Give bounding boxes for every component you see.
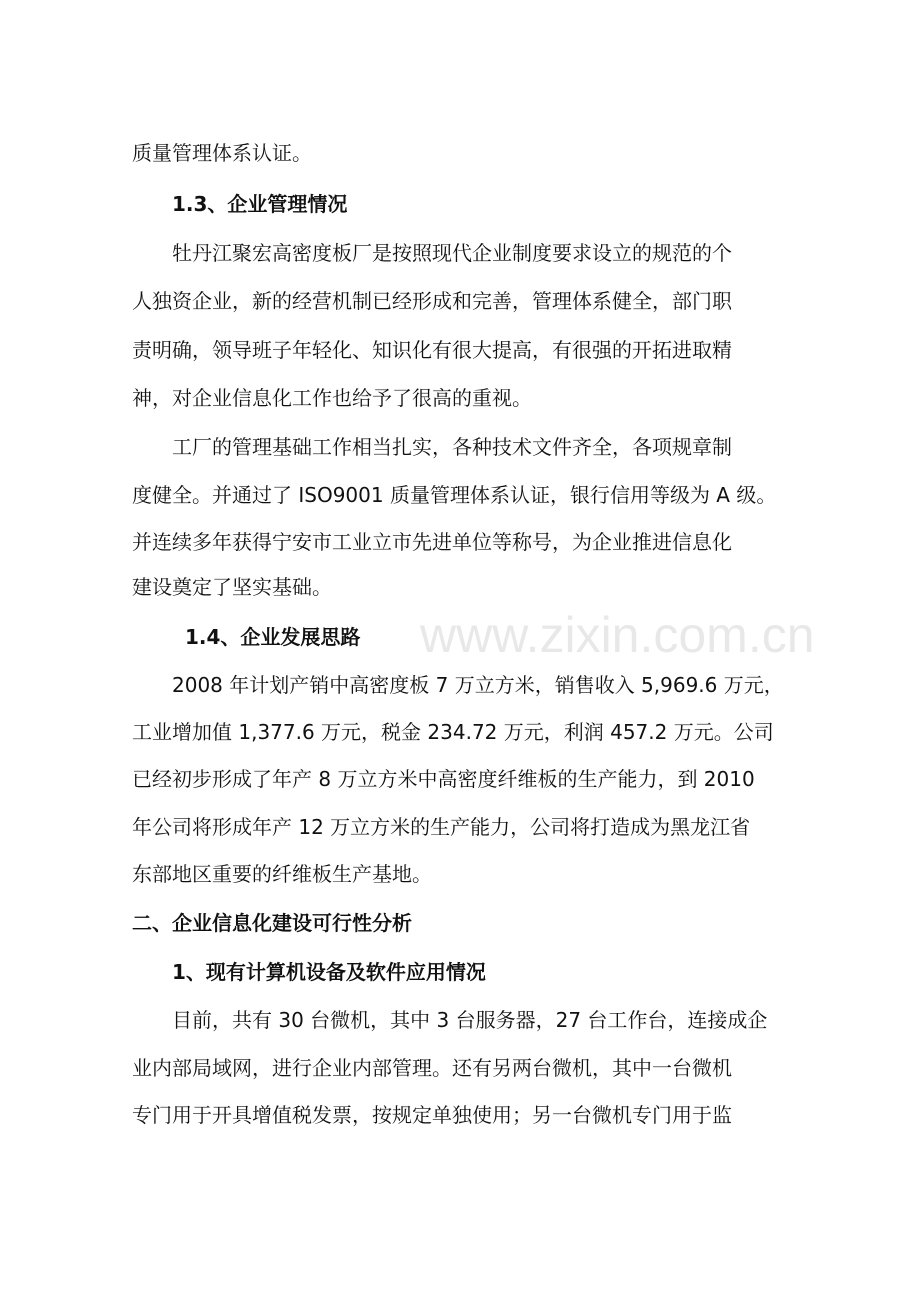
chapter-heading-2: 二、企业信息化建设可行性分析 — [132, 911, 412, 935]
paragraph-line: 牡丹江聚宏高密度板厂是按照现代企业制度要求设立的规范的个 — [172, 241, 732, 265]
paragraph-line: 度健全。并通过了 ISO9001 质量管理体系认证，银行信用等级为 A 级。 — [132, 483, 777, 507]
paragraph-line: 建设奠定了坚实基础。 — [132, 575, 332, 599]
paragraph-line: 年公司将形成年产 12 万立方米的生产能力，公司将打造成为黑龙江省 — [132, 815, 751, 839]
paragraph-line: 目前，共有 30 台微机，其中 3 台服务器，27 台工作台，连接成企 — [172, 1008, 768, 1032]
section-heading-1-3: 1.3、企业管理情况 — [172, 192, 348, 216]
paragraph-line: 工厂的管理基础工作相当扎实，各种技术文件齐全，各项规章制 — [172, 435, 732, 459]
section-heading-1-4: 1.4、企业发展思路 — [185, 625, 361, 649]
watermark: www.zixin.com.cn — [420, 607, 815, 663]
paragraph-line: 业内部局域网，进行企业内部管理。还有另两台微机，其中一台微机 — [132, 1056, 732, 1080]
section-heading-1: 1、现有计算机设备及软件应用情况 — [172, 960, 486, 984]
paragraph-line: 质量管理体系认证。 — [132, 141, 312, 165]
paragraph-line: 专门用于开具增值税发票，按规定单独使用；另一台微机专门用于监 — [132, 1103, 732, 1127]
paragraph-line: 已经初步形成了年产 8 万立方米中高密度纤维板的生产能力，到 2010 — [132, 767, 755, 791]
paragraph-line: 责明确，领导班子年轻化、知识化有很大提高，有很强的开拓进取精 — [132, 338, 732, 362]
paragraph-line: 人独资企业，新的经营机制已经形成和完善，管理体系健全，部门职 — [132, 289, 732, 313]
paragraph-line: 2008 年计划产销中高密度板 7 万立方米，销售收入 5,969.6 万元， — [172, 673, 784, 697]
paragraph-line: 东部地区重要的纤维板生产基地。 — [132, 862, 432, 886]
paragraph-line: 并连续多年获得宁安市工业立市先进单位等称号，为企业推进信息化 — [132, 530, 732, 554]
paragraph-line: 工业增加值 1,377.6 万元，税金 234.72 万元，利润 457.2 万元。公司 — [132, 720, 774, 744]
paragraph-line: 神，对企业信息化工作也给予了很高的重视。 — [132, 386, 532, 410]
